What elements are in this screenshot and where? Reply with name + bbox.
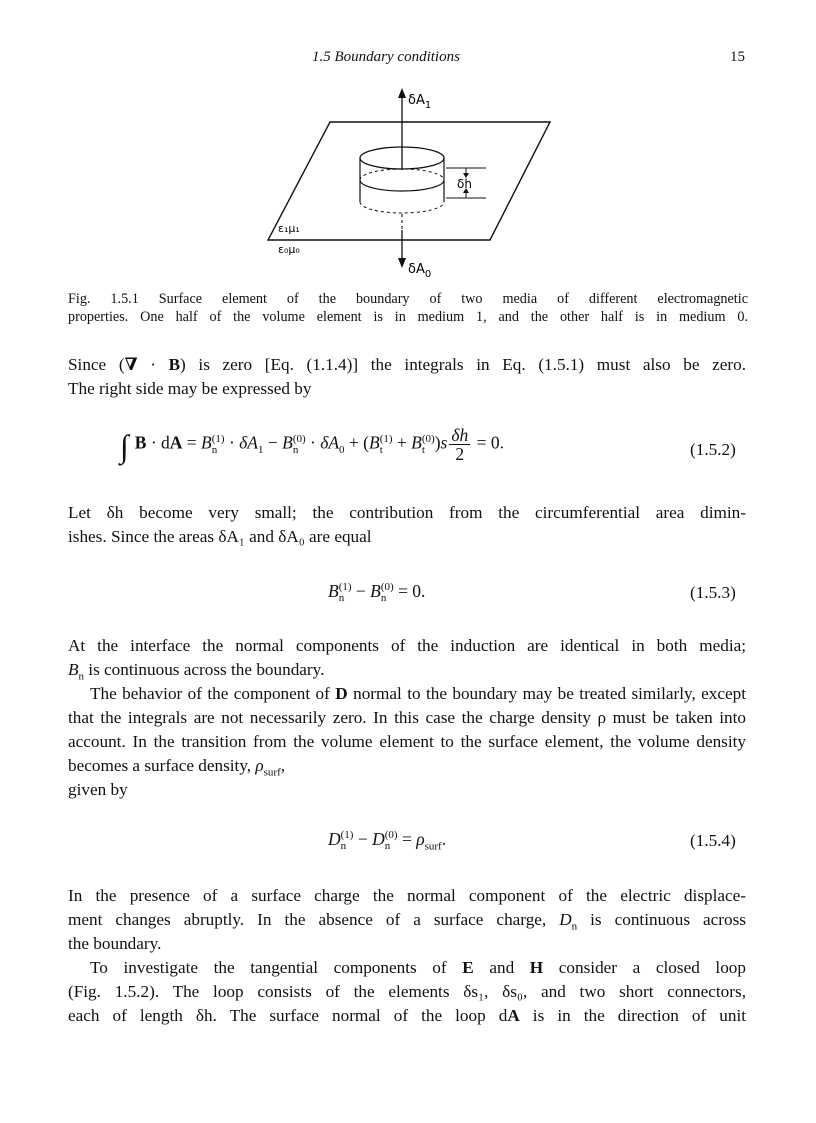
- equation-1-5-3: B (1) n − B (0) n = 0.: [328, 581, 426, 604]
- lower-arrow-head: [398, 258, 406, 268]
- paragraph-tangential: [68, 956, 746, 1028]
- caption-line-2: properties. One half of the volume element is in medium 1, and the other half is in medium 0.: [68, 309, 748, 325]
- paragraph-surface-charge-line-1: In the presence of a surface charge the normal component of the electric displace-: [68, 886, 746, 905]
- paragraph-divergence-line-1: Since (∇ · B) is zero [Eq. (1.1.4)] the integrals in Eq. (1.5.1) must also be zero.: [68, 355, 746, 374]
- paragraph-divergence-line-2: The right side may be expressed by: [68, 379, 312, 398]
- paragraph-divergence: [68, 353, 746, 401]
- vector-A: A: [507, 1006, 520, 1025]
- label-medium0: ε₀μ₀: [278, 243, 300, 256]
- label-medium1: ε₁μ₁: [278, 222, 300, 235]
- paragraph-surface-charge: [68, 884, 746, 956]
- nabla-symbol: ∇: [124, 355, 138, 374]
- paragraph-surface-charge-line-3: the boundary.: [68, 934, 162, 953]
- upper-arrow-head: [398, 88, 406, 98]
- paragraph-displacement: The behavior of the component of D normal to the boundary may be treated similarly, except that the integrals are not necessarily zero. In this case the charge density ρ must be taken into account. In the transition from the volume element to the surface element, the volume density becomes a surface density, $\rho_{surf}$, given by: [68, 684, 746, 799]
- paragraph-small-dh-line-2: ishes. Since the areas δA₁ and δA₀ are equal: [68, 527, 372, 546]
- figure-surface-element: [250, 80, 570, 280]
- vector-E: E: [462, 958, 474, 977]
- boundary-plane: [268, 122, 550, 240]
- running-header-title: 1.5 Boundary conditions: [312, 49, 460, 65]
- paragraph-small-dh: [68, 501, 746, 549]
- vector-D: D: [335, 684, 348, 703]
- paragraph-tangential-line-3: each of length δh. The surface normal of the loop dA is in the direction of unit: [68, 1006, 746, 1025]
- paragraph-small-dh-line-1: Let δh become very small; the contribution from the circumferential area dimin-: [68, 503, 746, 522]
- svg-text:δA0: [408, 262, 431, 280]
- paragraph-tangential-line-1: To investigate the tangential components of E and H consider a closed loop: [90, 958, 746, 977]
- equation-number-1-5-4: (1.5.4): [690, 831, 736, 850]
- vector-B: B: [168, 355, 181, 374]
- paragraph-normal-induction: [68, 634, 746, 682]
- page-number: 15: [730, 49, 745, 65]
- paragraph-surface-charge-line-2: ment changes abruptly. In the absence of a surface charge, $D_n$ is continuous across: [68, 910, 746, 933]
- figure-caption: [68, 290, 748, 326]
- caption-line-1: Fig. 1.5.1 Surface element of the boundary of two media of different electromagnetic: [68, 291, 748, 307]
- equation-1-5-4: D (1) n − D (0) n = $\rho_{surf}$.: [328, 829, 447, 853]
- label-dh: δh: [457, 177, 472, 191]
- equation-number-1-5-2: (1.5.2): [690, 440, 736, 459]
- label-dA1-sub: 1: [424, 100, 432, 111]
- label-dA1: δA: [408, 93, 425, 108]
- label-dA0: δA: [408, 262, 425, 277]
- paragraph-normal-induction-line-1: At the interface the normal components of the induction are identical in both media;: [68, 636, 746, 655]
- paragraph-tangential-line-2: (Fig. 1.5.2). The loop consists of the elements δs₁, δs₀, and two short connectors,: [68, 982, 746, 1001]
- vector-H: H: [529, 958, 544, 977]
- equation-number-1-5-3: (1.5.3): [690, 583, 736, 602]
- paragraph-normal-induction-line-2: $B_n$ is continuous across the boundary.: [68, 660, 325, 683]
- label-dA0-sub: 0: [424, 269, 432, 280]
- equation-1-5-2: ∫ B · dA = B (1) n · $\delta A_1 - B$ (0) n · $\delta A_0 + (B$ (1) t + B (0) t )s $\frac{\delta h}{2}$ = 0.: [120, 425, 504, 464]
- svg-text:δA1: [408, 93, 431, 111]
